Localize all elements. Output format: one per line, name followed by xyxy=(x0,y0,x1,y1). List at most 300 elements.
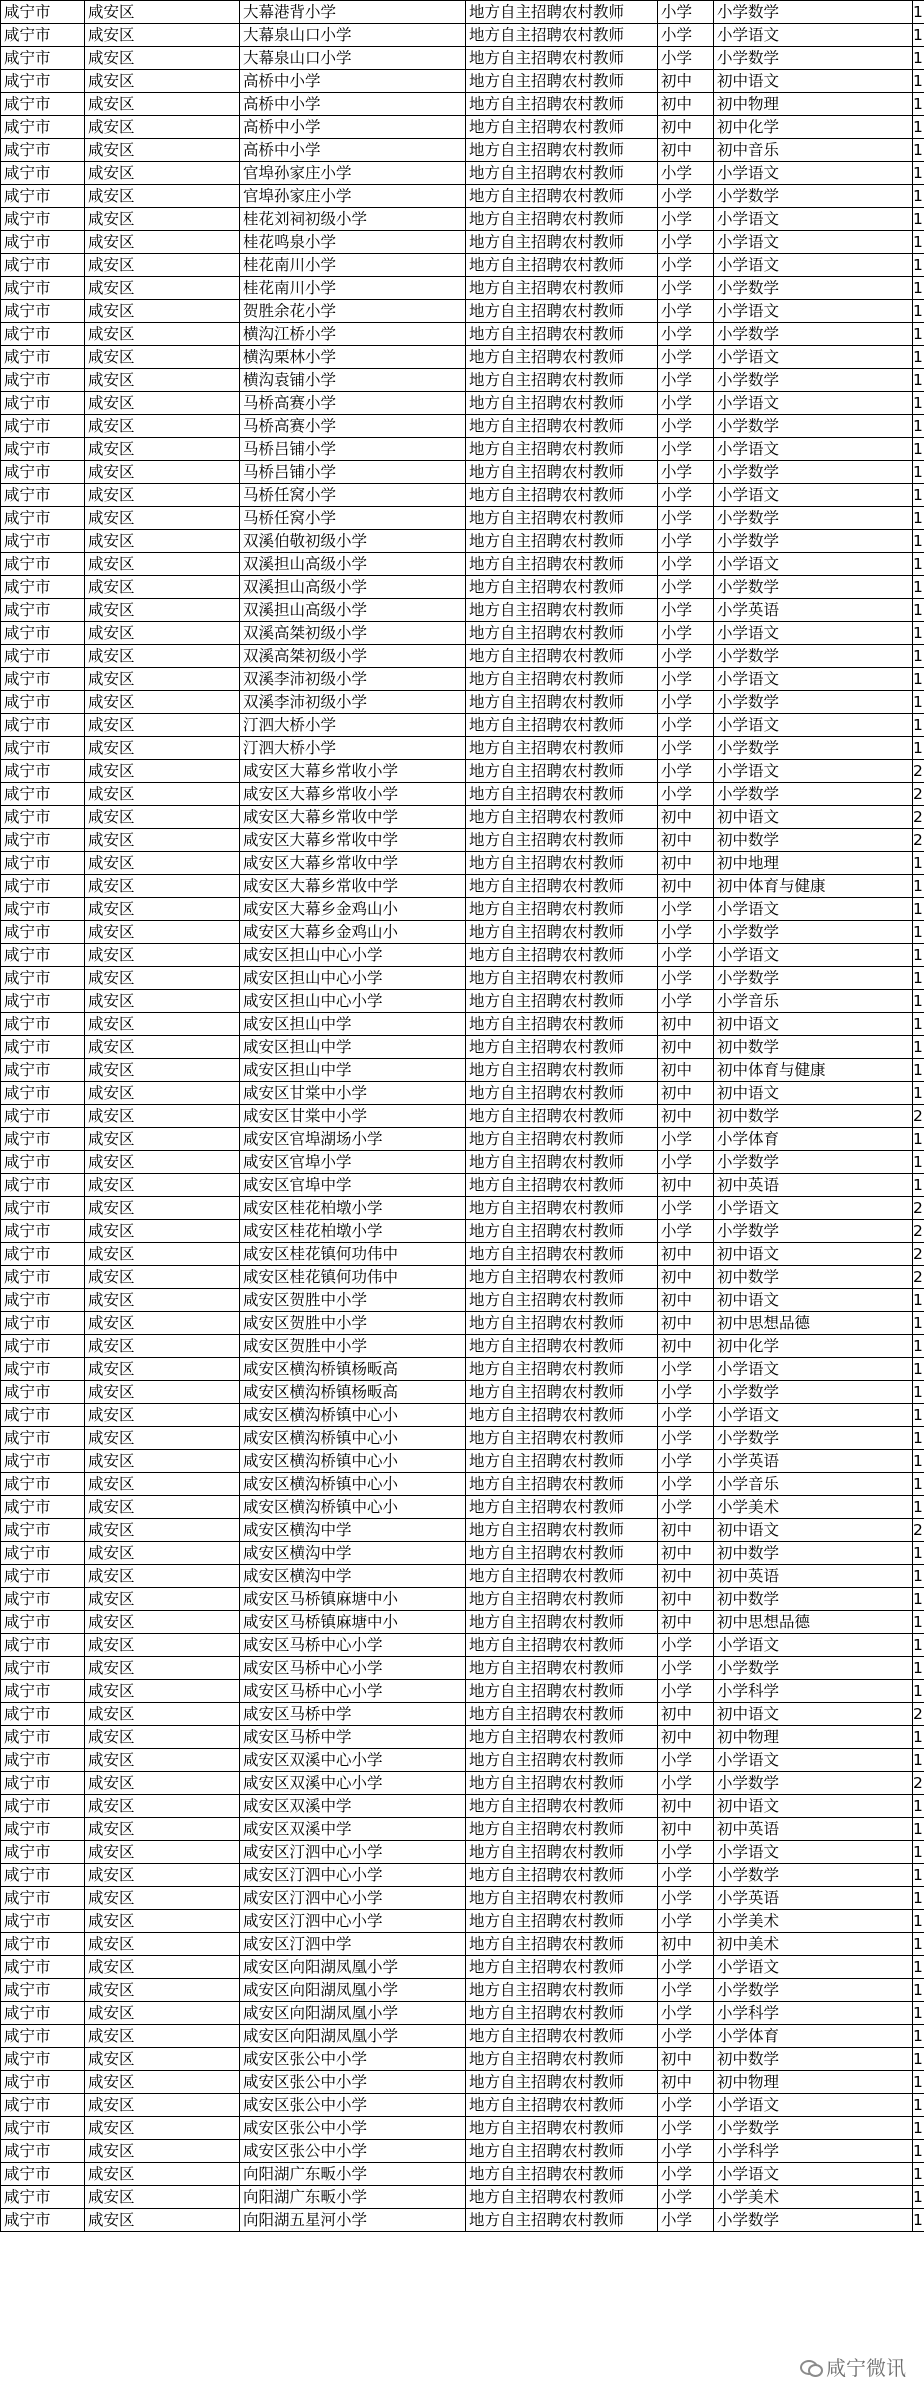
post-type-cell: 地方自主招聘农村教师 xyxy=(466,254,658,277)
table-row xyxy=(1,645,924,668)
table-row xyxy=(1,139,924,162)
stage-cell: 初中 xyxy=(658,1542,714,1565)
subject-cell: 小学数学 xyxy=(714,1864,913,1887)
subject-cell: 初中化学 xyxy=(714,116,913,139)
table-row xyxy=(1,668,924,691)
post-type-cell: 地方自主招聘农村教师 xyxy=(466,1841,658,1864)
table-row xyxy=(1,1588,924,1611)
subject-cell: 小学语文 xyxy=(714,622,913,645)
count-cell: 1 xyxy=(913,1289,924,1312)
city-cell: 咸宁市 xyxy=(1,1887,85,1910)
school-cell: 咸安区大幕乡常收中学 xyxy=(240,875,466,898)
count-cell: 1 xyxy=(913,645,924,668)
stage-cell: 初中 xyxy=(658,1266,714,1289)
count-cell: 2 xyxy=(913,1266,924,1289)
school-cell: 咸安区大幕乡常收中学 xyxy=(240,806,466,829)
stage-cell: 小学 xyxy=(658,1,714,24)
school-cell: 咸安区大幕乡常收中学 xyxy=(240,852,466,875)
district-cell: 咸安区 xyxy=(85,1795,240,1818)
school-cell: 马桥任窝小学 xyxy=(240,507,466,530)
stage-cell: 小学 xyxy=(658,599,714,622)
subject-cell: 初中数学 xyxy=(714,2048,913,2071)
stage-cell: 小学 xyxy=(658,1381,714,1404)
subject-cell: 初中美术 xyxy=(714,1933,913,1956)
table-row xyxy=(1,760,924,783)
stage-cell: 小学 xyxy=(658,921,714,944)
table-row xyxy=(1,783,924,806)
school-cell: 双溪李沛初级小学 xyxy=(240,691,466,714)
district-cell: 咸安区 xyxy=(85,829,240,852)
count-cell: 1 xyxy=(913,852,924,875)
subject-cell: 小学语文 xyxy=(714,438,913,461)
school-cell: 咸安区贺胜中小学 xyxy=(240,1335,466,1358)
school-cell: 咸安区贺胜中小学 xyxy=(240,1312,466,1335)
table-row xyxy=(1,806,924,829)
post-type-cell: 地方自主招聘农村教师 xyxy=(466,277,658,300)
district-cell: 咸安区 xyxy=(85,1174,240,1197)
city-cell: 咸宁市 xyxy=(1,898,85,921)
post-type-cell: 地方自主招聘农村教师 xyxy=(466,553,658,576)
stage-cell: 初中 xyxy=(658,93,714,116)
table-row xyxy=(1,1059,924,1082)
school-cell: 咸安区横沟桥镇中心小 xyxy=(240,1404,466,1427)
table-row xyxy=(1,484,924,507)
count-cell: 1 xyxy=(913,1013,924,1036)
school-cell: 咸安区横沟桥镇中心小 xyxy=(240,1427,466,1450)
city-cell: 咸宁市 xyxy=(1,1519,85,1542)
city-cell: 咸宁市 xyxy=(1,990,85,1013)
post-type-cell: 地方自主招聘农村教师 xyxy=(466,944,658,967)
city-cell: 咸宁市 xyxy=(1,875,85,898)
stage-cell: 小学 xyxy=(658,1473,714,1496)
school-cell: 汀泗大桥小学 xyxy=(240,714,466,737)
count-cell: 1 xyxy=(913,1956,924,1979)
city-cell: 咸宁市 xyxy=(1,1588,85,1611)
school-cell: 咸安区桂花柏墩小学 xyxy=(240,1220,466,1243)
school-cell: 咸安区汀泗中心小学 xyxy=(240,1887,466,1910)
city-cell: 咸宁市 xyxy=(1,1358,85,1381)
subject-cell: 小学数学 xyxy=(714,461,913,484)
table-row xyxy=(1,691,924,714)
stage-cell: 初中 xyxy=(658,116,714,139)
district-cell: 咸安区 xyxy=(85,2025,240,2048)
count-cell: 1 xyxy=(913,369,924,392)
subject-cell: 小学语文 xyxy=(714,2094,913,2117)
count-cell: 1 xyxy=(913,1933,924,1956)
table-row xyxy=(1,2025,924,2048)
table-row xyxy=(1,599,924,622)
post-type-cell: 地方自主招聘农村教师 xyxy=(466,2094,658,2117)
stage-cell: 初中 xyxy=(658,1726,714,1749)
stage-cell: 小学 xyxy=(658,1864,714,1887)
post-type-cell: 地方自主招聘农村教师 xyxy=(466,1542,658,1565)
stage-cell: 小学 xyxy=(658,967,714,990)
district-cell: 咸安区 xyxy=(85,1128,240,1151)
post-type-cell: 地方自主招聘农村教师 xyxy=(466,231,658,254)
count-cell: 1 xyxy=(913,967,924,990)
table-row xyxy=(1,530,924,553)
subject-cell: 小学语文 xyxy=(714,668,913,691)
school-cell: 马桥高赛小学 xyxy=(240,415,466,438)
subject-cell: 小学美术 xyxy=(714,2186,913,2209)
district-cell: 咸安区 xyxy=(85,1519,240,1542)
stage-cell: 小学 xyxy=(658,208,714,231)
subject-cell: 小学数学 xyxy=(714,576,913,599)
table-row xyxy=(1,162,924,185)
post-type-cell: 地方自主招聘农村教师 xyxy=(466,990,658,1013)
subject-cell: 小学科学 xyxy=(714,2002,913,2025)
post-type-cell: 地方自主招聘农村教师 xyxy=(466,760,658,783)
subject-cell: 小学数学 xyxy=(714,277,913,300)
post-type-cell: 地方自主招聘农村教师 xyxy=(466,1565,658,1588)
district-cell: 咸安区 xyxy=(85,1381,240,1404)
district-cell: 咸安区 xyxy=(85,254,240,277)
city-cell: 咸宁市 xyxy=(1,1289,85,1312)
stage-cell: 小学 xyxy=(658,530,714,553)
school-cell: 咸安区桂花镇何功伟中 xyxy=(240,1266,466,1289)
subject-cell: 小学数学 xyxy=(714,1772,913,1795)
post-type-cell: 地方自主招聘农村教师 xyxy=(466,1749,658,1772)
subject-cell: 小学英语 xyxy=(714,1450,913,1473)
district-cell: 咸安区 xyxy=(85,553,240,576)
count-cell: 1 xyxy=(913,208,924,231)
table-row xyxy=(1,2186,924,2209)
school-cell: 咸安区横沟中学 xyxy=(240,1542,466,1565)
count-cell: 1 xyxy=(913,1450,924,1473)
district-cell: 咸安区 xyxy=(85,1036,240,1059)
subject-cell: 小学数学 xyxy=(714,645,913,668)
subject-cell: 小学语文 xyxy=(714,300,913,323)
table-row xyxy=(1,944,924,967)
post-type-cell: 地方自主招聘农村教师 xyxy=(466,1956,658,1979)
city-cell: 咸宁市 xyxy=(1,1013,85,1036)
post-type-cell: 地方自主招聘农村教师 xyxy=(466,1473,658,1496)
city-cell: 咸宁市 xyxy=(1,737,85,760)
district-cell: 咸安区 xyxy=(85,645,240,668)
post-type-cell: 地方自主招聘农村教师 xyxy=(466,1910,658,1933)
post-type-cell: 地方自主招聘农村教师 xyxy=(466,1036,658,1059)
stage-cell: 小学 xyxy=(658,1956,714,1979)
table-row xyxy=(1,576,924,599)
post-type-cell: 地方自主招聘农村教师 xyxy=(466,1289,658,1312)
city-cell: 咸宁市 xyxy=(1,2025,85,2048)
city-cell: 咸宁市 xyxy=(1,1818,85,1841)
table-row xyxy=(1,1197,924,1220)
table-row xyxy=(1,300,924,323)
table-row xyxy=(1,1657,924,1680)
city-cell: 咸宁市 xyxy=(1,47,85,70)
subject-cell: 小学数学 xyxy=(714,47,913,70)
post-type-cell: 地方自主招聘农村教师 xyxy=(466,1220,658,1243)
post-type-cell: 地方自主招聘农村教师 xyxy=(466,1588,658,1611)
district-cell: 咸安区 xyxy=(85,1496,240,1519)
post-type-cell: 地方自主招聘农村教师 xyxy=(466,24,658,47)
subject-cell: 小学音乐 xyxy=(714,1473,913,1496)
city-cell: 咸宁市 xyxy=(1,1657,85,1680)
stage-cell: 初中 xyxy=(658,1059,714,1082)
count-cell: 1 xyxy=(913,438,924,461)
count-cell: 1 xyxy=(913,1312,924,1335)
post-type-cell: 地方自主招聘农村教师 xyxy=(466,1197,658,1220)
post-type-cell: 地方自主招聘农村教师 xyxy=(466,599,658,622)
city-cell: 咸宁市 xyxy=(1,576,85,599)
stage-cell: 小学 xyxy=(658,1979,714,2002)
table-row xyxy=(1,1726,924,1749)
school-cell: 咸安区马桥镇麻塘中小 xyxy=(240,1588,466,1611)
subject-cell: 初中语文 xyxy=(714,1289,913,1312)
school-cell: 桂花鸣泉小学 xyxy=(240,231,466,254)
school-cell: 咸安区横沟中学 xyxy=(240,1519,466,1542)
city-cell: 咸宁市 xyxy=(1,1266,85,1289)
school-cell: 桂花南川小学 xyxy=(240,254,466,277)
city-cell: 咸宁市 xyxy=(1,1864,85,1887)
count-cell: 2 xyxy=(913,1220,924,1243)
table-row xyxy=(1,369,924,392)
table-row xyxy=(1,1174,924,1197)
post-type-cell: 地方自主招聘农村教师 xyxy=(466,1013,658,1036)
table-row xyxy=(1,1082,924,1105)
count-cell: 2 xyxy=(913,783,924,806)
stage-cell: 小学 xyxy=(658,1657,714,1680)
district-cell: 咸安区 xyxy=(85,1358,240,1381)
stage-cell: 初中 xyxy=(658,1036,714,1059)
district-cell: 咸安区 xyxy=(85,24,240,47)
post-type-cell: 地方自主招聘农村教师 xyxy=(466,668,658,691)
school-cell: 桂花刘祠初级小学 xyxy=(240,208,466,231)
subject-cell: 初中语文 xyxy=(714,1013,913,1036)
district-cell: 咸安区 xyxy=(85,2209,240,2232)
count-cell: 1 xyxy=(913,2163,924,2186)
subject-cell: 小学数学 xyxy=(714,185,913,208)
district-cell: 咸安区 xyxy=(85,300,240,323)
district-cell: 咸安区 xyxy=(85,1266,240,1289)
district-cell: 咸安区 xyxy=(85,1703,240,1726)
city-cell: 咸宁市 xyxy=(1,438,85,461)
stage-cell: 初中 xyxy=(658,2071,714,2094)
district-cell: 咸安区 xyxy=(85,208,240,231)
school-cell: 咸安区向阳湖凤凰小学 xyxy=(240,1979,466,2002)
school-cell: 咸安区桂花柏墩小学 xyxy=(240,1197,466,1220)
district-cell: 咸安区 xyxy=(85,1910,240,1933)
school-cell: 咸安区汀泗中心小学 xyxy=(240,1910,466,1933)
table-row xyxy=(1,622,924,645)
count-cell: 1 xyxy=(913,1082,924,1105)
school-cell: 咸安区双溪中学 xyxy=(240,1795,466,1818)
city-cell: 咸宁市 xyxy=(1,944,85,967)
district-cell: 咸安区 xyxy=(85,1450,240,1473)
post-type-cell: 地方自主招聘农村教师 xyxy=(466,1358,658,1381)
count-cell: 1 xyxy=(913,1588,924,1611)
subject-cell: 小学语文 xyxy=(714,231,913,254)
count-cell: 1 xyxy=(913,714,924,737)
subject-cell: 小学语文 xyxy=(714,714,913,737)
school-cell: 咸安区双溪中心小学 xyxy=(240,1749,466,1772)
city-cell: 咸宁市 xyxy=(1,645,85,668)
school-cell: 咸安区大幕乡金鸡山小 xyxy=(240,921,466,944)
district-cell: 咸安区 xyxy=(85,1243,240,1266)
table-row xyxy=(1,1243,924,1266)
city-cell: 咸宁市 xyxy=(1,1565,85,1588)
school-cell: 横沟栗林小学 xyxy=(240,346,466,369)
district-cell: 咸安区 xyxy=(85,438,240,461)
school-cell: 咸安区向阳湖凤凰小学 xyxy=(240,2002,466,2025)
table-row xyxy=(1,1105,924,1128)
school-cell: 咸安区马桥中心小学 xyxy=(240,1634,466,1657)
stage-cell: 初中 xyxy=(658,1013,714,1036)
subject-cell: 初中语文 xyxy=(714,1703,913,1726)
post-type-cell: 地方自主招聘农村教师 xyxy=(466,1128,658,1151)
district-cell: 咸安区 xyxy=(85,1726,240,1749)
subject-cell: 小学语文 xyxy=(714,254,913,277)
post-type-cell: 地方自主招聘农村教师 xyxy=(466,139,658,162)
table-row xyxy=(1,829,924,852)
post-type-cell: 地方自主招聘农村教师 xyxy=(466,829,658,852)
city-cell: 咸宁市 xyxy=(1,691,85,714)
district-cell: 咸安区 xyxy=(85,1611,240,1634)
table-row xyxy=(1,47,924,70)
post-type-cell: 地方自主招聘农村教师 xyxy=(466,898,658,921)
district-cell: 咸安区 xyxy=(85,622,240,645)
city-cell: 咸宁市 xyxy=(1,2140,85,2163)
school-cell: 咸安区马桥中学 xyxy=(240,1703,466,1726)
district-cell: 咸安区 xyxy=(85,2094,240,2117)
count-cell: 1 xyxy=(913,1151,924,1174)
school-cell: 马桥吕铺小学 xyxy=(240,438,466,461)
city-cell: 咸宁市 xyxy=(1,530,85,553)
city-cell: 咸宁市 xyxy=(1,1059,85,1082)
post-type-cell: 地方自主招聘农村教师 xyxy=(466,737,658,760)
count-cell: 1 xyxy=(913,1036,924,1059)
post-type-cell: 地方自主招聘农村教师 xyxy=(466,484,658,507)
count-cell: 1 xyxy=(913,1634,924,1657)
district-cell: 咸安区 xyxy=(85,967,240,990)
city-cell: 咸宁市 xyxy=(1,806,85,829)
stage-cell: 小学 xyxy=(658,1772,714,1795)
watermark-text: 咸宁微讯 xyxy=(826,2356,906,2380)
subject-cell: 小学科学 xyxy=(714,1680,913,1703)
stage-cell: 小学 xyxy=(658,622,714,645)
district-cell: 咸安区 xyxy=(85,2186,240,2209)
subject-cell: 小学数学 xyxy=(714,1427,913,1450)
school-cell: 双溪高桀初级小学 xyxy=(240,645,466,668)
city-cell: 咸宁市 xyxy=(1,70,85,93)
city-cell: 咸宁市 xyxy=(1,1772,85,1795)
table-row xyxy=(1,1979,924,2002)
stage-cell: 小学 xyxy=(658,944,714,967)
stage-cell: 小学 xyxy=(658,2186,714,2209)
district-cell: 咸安区 xyxy=(85,1565,240,1588)
table-row xyxy=(1,2002,924,2025)
count-cell: 1 xyxy=(913,47,924,70)
city-cell: 咸宁市 xyxy=(1,1174,85,1197)
count-cell: 1 xyxy=(913,1542,924,1565)
post-type-cell: 地方自主招聘农村教师 xyxy=(466,2140,658,2163)
stage-cell: 小学 xyxy=(658,760,714,783)
stage-cell: 初中 xyxy=(658,70,714,93)
district-cell: 咸安区 xyxy=(85,944,240,967)
stage-cell: 初中 xyxy=(658,1082,714,1105)
school-cell: 咸安区担山中学 xyxy=(240,1059,466,1082)
city-cell: 咸宁市 xyxy=(1,1933,85,1956)
district-cell: 咸安区 xyxy=(85,461,240,484)
stage-cell: 小学 xyxy=(658,737,714,760)
stage-cell: 小学 xyxy=(658,1427,714,1450)
post-type-cell: 地方自主招聘农村教师 xyxy=(466,116,658,139)
school-cell: 咸安区官埠小学 xyxy=(240,1151,466,1174)
post-type-cell: 地方自主招聘农村教师 xyxy=(466,645,658,668)
school-cell: 咸安区马桥中心小学 xyxy=(240,1680,466,1703)
table-row xyxy=(1,1450,924,1473)
subject-cell: 小学语文 xyxy=(714,898,913,921)
district-cell: 咸安区 xyxy=(85,576,240,599)
school-cell: 双溪担山高级小学 xyxy=(240,599,466,622)
stage-cell: 小学 xyxy=(658,484,714,507)
count-cell: 1 xyxy=(913,484,924,507)
count-cell: 1 xyxy=(913,2048,924,2071)
school-cell: 咸安区担山中心小学 xyxy=(240,990,466,1013)
district-cell: 咸安区 xyxy=(85,392,240,415)
count-cell: 1 xyxy=(913,277,924,300)
stage-cell: 小学 xyxy=(658,1910,714,1933)
school-cell: 咸安区贺胜中小学 xyxy=(240,1289,466,1312)
district-cell: 咸安区 xyxy=(85,70,240,93)
count-cell: 1 xyxy=(913,507,924,530)
table-row xyxy=(1,507,924,530)
subject-cell: 初中物理 xyxy=(714,93,913,116)
city-cell: 咸宁市 xyxy=(1,760,85,783)
post-type-cell: 地方自主招聘农村教师 xyxy=(466,300,658,323)
table-row xyxy=(1,392,924,415)
school-cell: 咸安区张公中小学 xyxy=(240,2048,466,2071)
district-cell: 咸安区 xyxy=(85,875,240,898)
count-cell: 1 xyxy=(913,323,924,346)
school-cell: 咸安区桂花镇何功伟中 xyxy=(240,1243,466,1266)
post-type-cell: 地方自主招聘农村教师 xyxy=(466,967,658,990)
school-cell: 咸安区横沟桥镇中心小 xyxy=(240,1496,466,1519)
count-cell: 1 xyxy=(913,1841,924,1864)
city-cell: 咸宁市 xyxy=(1,1105,85,1128)
school-cell: 咸安区官埠湖场小学 xyxy=(240,1128,466,1151)
school-cell: 大幕泉山口小学 xyxy=(240,24,466,47)
count-cell: 1 xyxy=(913,139,924,162)
table-row xyxy=(1,967,924,990)
count-cell: 2 xyxy=(913,760,924,783)
subject-cell: 初中语文 xyxy=(714,806,913,829)
stage-cell: 初中 xyxy=(658,1795,714,1818)
table-row xyxy=(1,1289,924,1312)
city-cell: 咸宁市 xyxy=(1,1795,85,1818)
table-row xyxy=(1,2117,924,2140)
district-cell: 咸安区 xyxy=(85,737,240,760)
subject-cell: 小学数学 xyxy=(714,530,913,553)
district-cell: 咸安区 xyxy=(85,1312,240,1335)
school-cell: 咸安区甘棠中小学 xyxy=(240,1105,466,1128)
stage-cell: 小学 xyxy=(658,576,714,599)
district-cell: 咸安区 xyxy=(85,714,240,737)
stage-cell: 小学 xyxy=(658,691,714,714)
city-cell: 咸宁市 xyxy=(1,1634,85,1657)
count-cell: 1 xyxy=(913,1174,924,1197)
subject-cell: 初中体育与健康 xyxy=(714,1059,913,1082)
stage-cell: 初中 xyxy=(658,1519,714,1542)
count-cell: 1 xyxy=(913,346,924,369)
subject-cell: 小学语文 xyxy=(714,24,913,47)
table-row xyxy=(1,254,924,277)
count-cell: 1 xyxy=(913,1795,924,1818)
city-cell: 咸宁市 xyxy=(1,1450,85,1473)
stage-cell: 小学 xyxy=(658,185,714,208)
subject-cell: 初中体育与健康 xyxy=(714,875,913,898)
